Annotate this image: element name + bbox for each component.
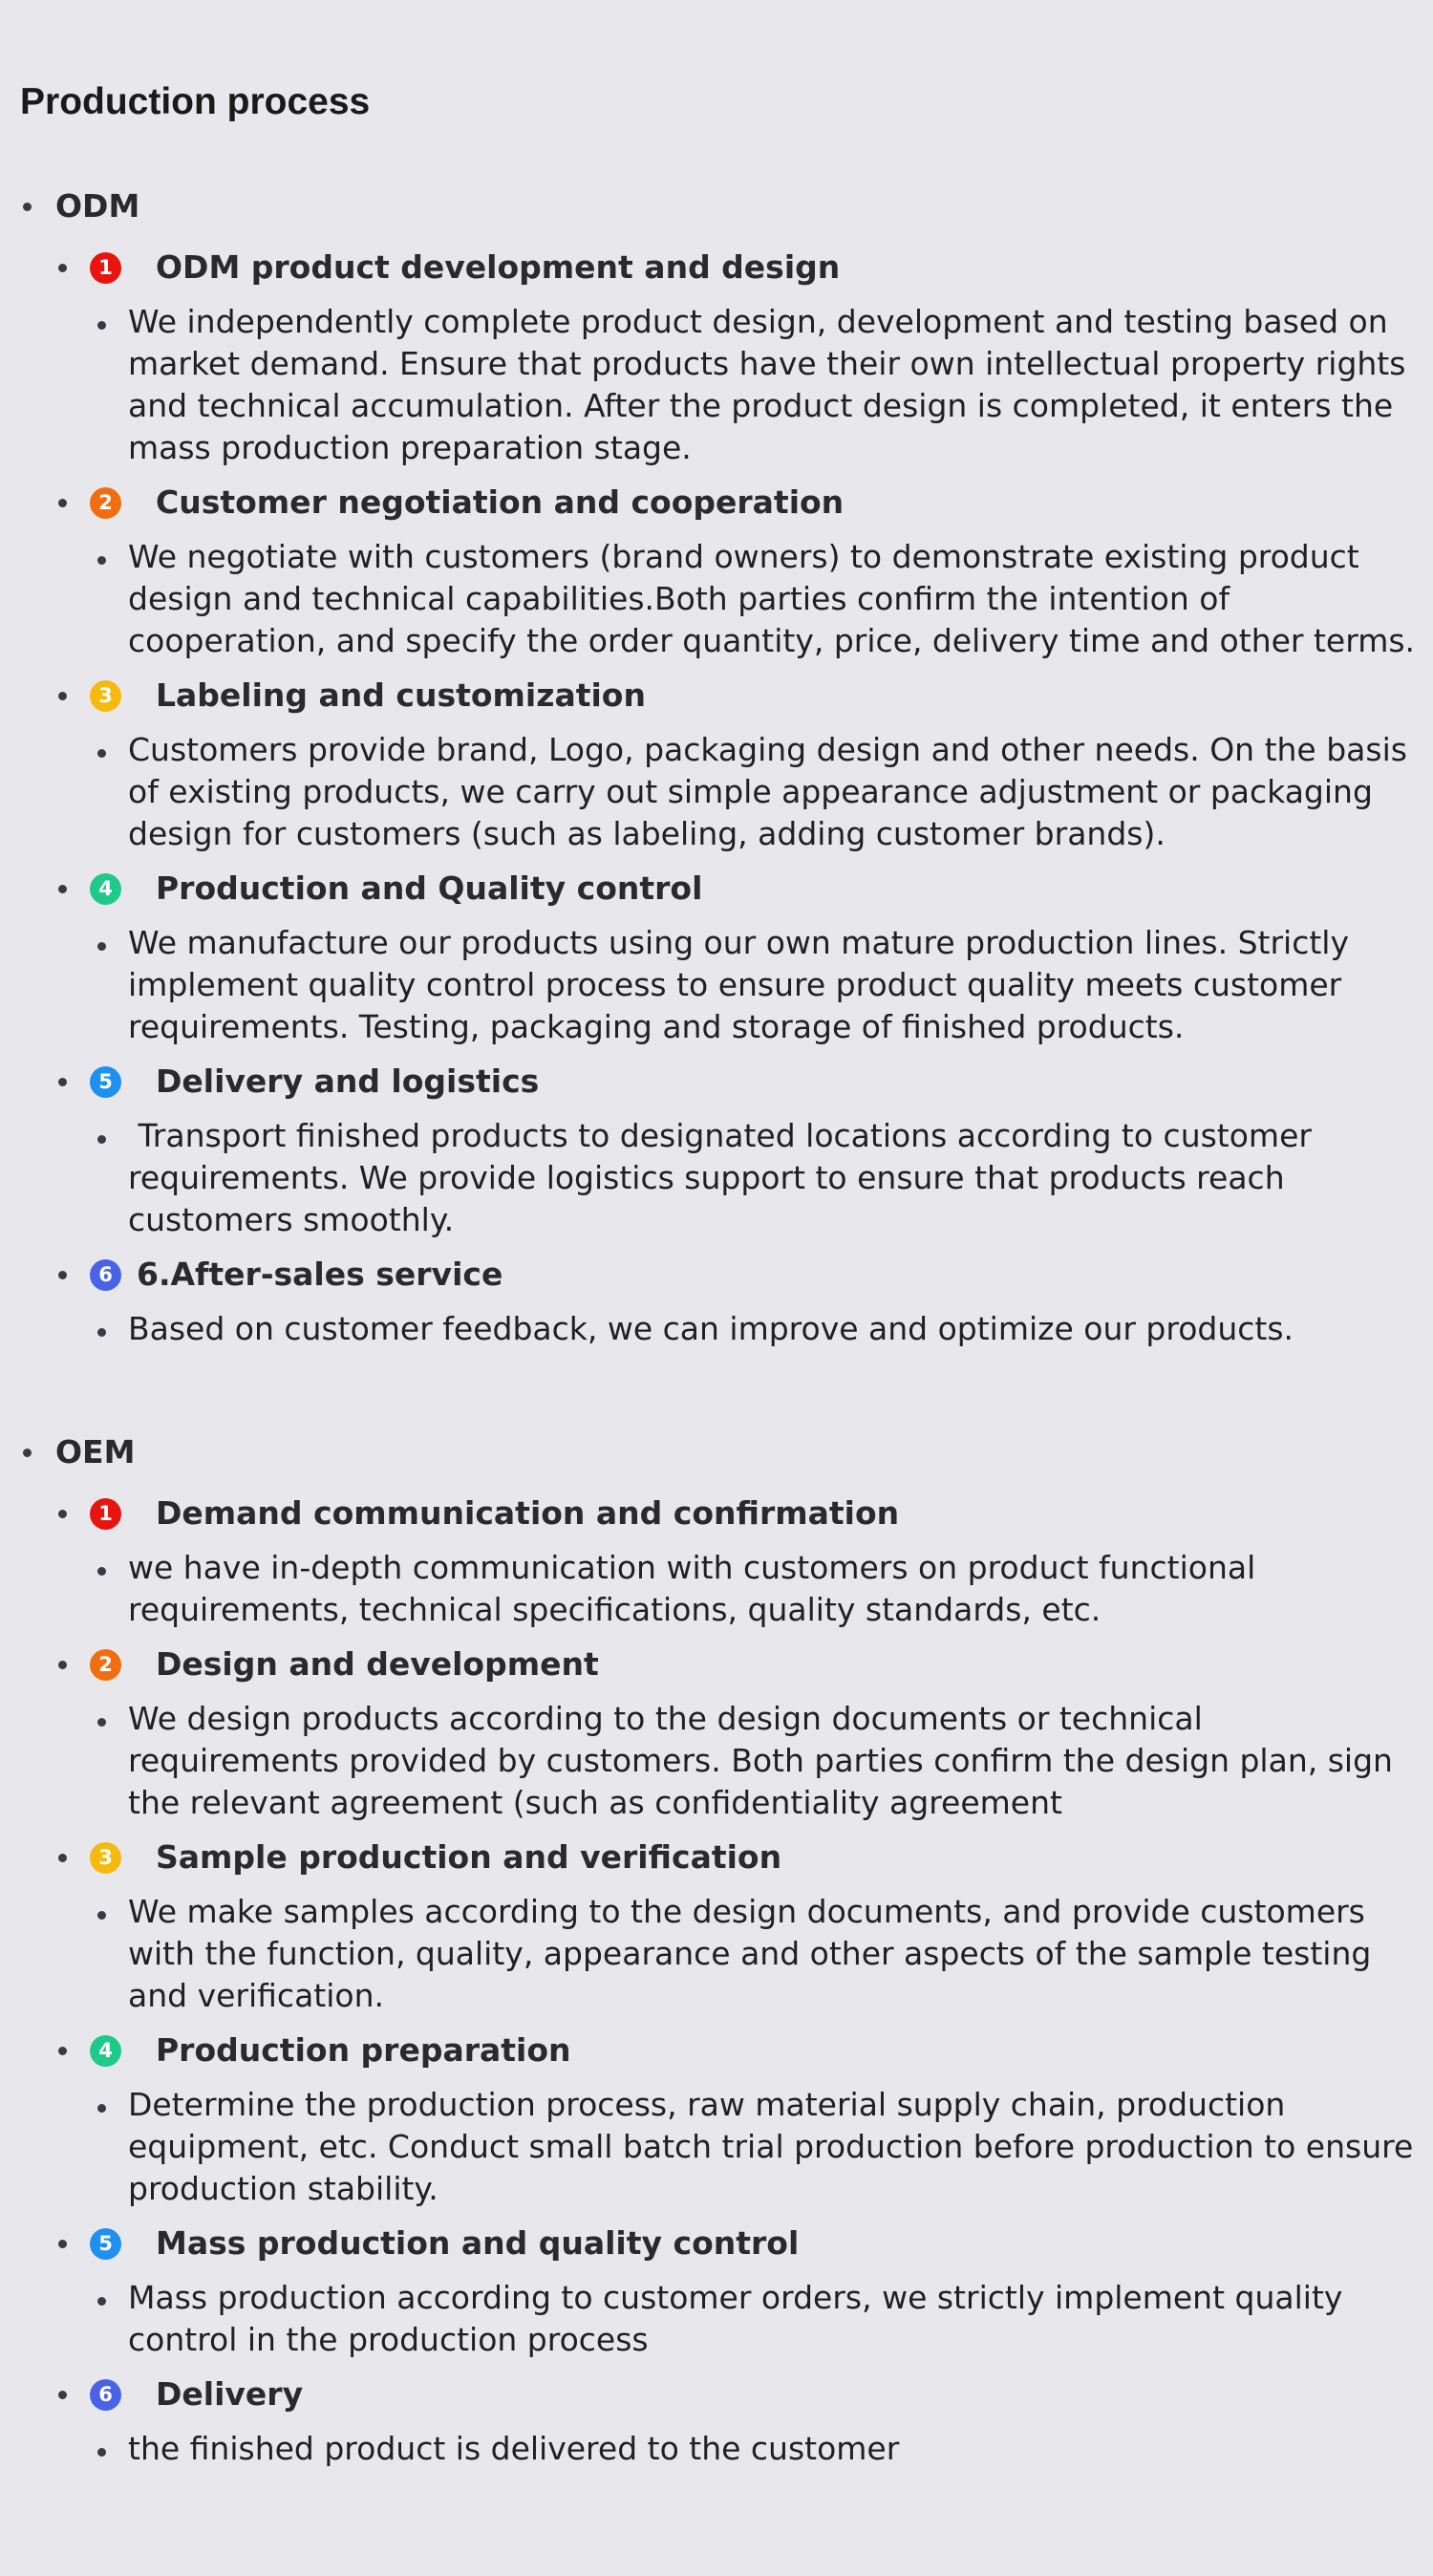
step-title: Customer negotiation and cooperation — [156, 483, 845, 521]
step-title: 6.After-sales service — [137, 1256, 503, 1293]
step-item — [0, 1634, 1433, 1827]
step-text: we have in-depth communication with customers on product functional requirements, technical specifications, quality standards, etc. — [128, 1549, 1256, 1628]
bullet-icon — [23, 203, 32, 211]
step-title: Demand communication and confirmation — [156, 1494, 900, 1532]
step-header — [0, 2020, 1433, 2081]
step-item — [0, 1244, 1433, 1353]
number-2-icon: 2 — [90, 1649, 121, 1681]
bullet-icon — [58, 885, 67, 893]
step-description — [0, 1112, 1433, 1244]
step-title: Delivery — [156, 2375, 304, 2413]
step-description — [0, 726, 1433, 858]
step-text: Transport finished products to designated locations according to customer requirements. We provide logistics support to ensure that products reach customers smoothly. — [128, 1117, 1322, 1238]
step-text: We make samples according to the design documents, and provide customers with the function, quality, appearance and other aspects of the sample testing and verification. — [128, 1893, 1372, 2014]
step-header — [0, 1483, 1433, 1544]
step-item — [0, 1483, 1433, 1634]
step-header — [0, 1634, 1433, 1695]
bullet-icon — [58, 1078, 67, 1086]
section-header — [0, 176, 1433, 237]
step-item — [0, 472, 1433, 665]
number-1-icon: 1 — [90, 1498, 121, 1530]
bullet-icon — [97, 2448, 106, 2457]
bullet-icon — [58, 2240, 67, 2248]
bullet-icon — [58, 1854, 67, 1862]
step-item — [0, 2020, 1433, 2213]
step-text: Customers provide brand, Logo, packaging design and other needs. On the basis of existing products, we carry out simple appearance adjustment or packaging design for customers (such as labeling, adding customer brands). — [128, 731, 1407, 852]
bullet-icon — [58, 692, 67, 700]
step-description — [0, 533, 1433, 665]
step-text: We negotiate with customers (brand owners) to demonstrate existing product design and technical capabilities.Both parties confirm the intention of cooperation, and specify the order quantity, price, delivery time and other terms. — [128, 538, 1416, 659]
bullet-icon — [97, 749, 106, 758]
step-item — [0, 1051, 1433, 1244]
step-header — [0, 2364, 1433, 2425]
number-6-icon: 6 — [90, 1259, 121, 1291]
section-label: OEM — [55, 1433, 136, 1470]
section-label: ODM — [55, 187, 140, 225]
number-4-icon: 4 — [90, 873, 121, 905]
step-item — [0, 237, 1433, 472]
step-text: Mass production according to customer orders, we strictly implement quality control in the production process — [128, 2279, 1343, 2358]
step-description — [0, 298, 1433, 472]
step-description — [0, 2425, 1433, 2473]
bullet-icon — [97, 2104, 106, 2113]
number-4-icon: 4 — [90, 2035, 121, 2067]
step-title: ODM product development and design — [156, 248, 841, 286]
step-title: Production preparation — [156, 2031, 571, 2069]
bullet-icon — [58, 1510, 67, 1518]
step-description — [0, 1695, 1433, 1827]
number-5-icon: 5 — [90, 1066, 121, 1098]
bullet-icon — [58, 1271, 67, 1279]
bullet-icon — [58, 264, 67, 272]
bullet-icon — [97, 1135, 106, 1144]
bullet-icon — [97, 942, 106, 951]
number-5-icon: 5 — [90, 2228, 121, 2260]
bullet-icon — [97, 1718, 106, 1727]
section-oem — [0, 1422, 1433, 2473]
step-title: Labeling and customization — [156, 676, 646, 714]
step-title: Mass production and quality control — [156, 2224, 800, 2262]
step-header — [0, 665, 1433, 726]
step-description — [0, 1888, 1433, 2020]
bullet-icon — [97, 321, 106, 330]
number-2-icon: 2 — [90, 487, 121, 519]
page-title: Production process — [20, 81, 371, 122]
bullet-icon — [58, 2391, 67, 2399]
step-title: Sample production and verification — [156, 1838, 782, 1876]
step-header — [0, 237, 1433, 298]
section-odm — [0, 176, 1433, 1353]
step-header — [0, 858, 1433, 919]
step-description — [0, 1544, 1433, 1634]
bullet-icon — [97, 556, 106, 565]
bullet-icon — [97, 1567, 106, 1576]
bullet-icon — [97, 1911, 106, 1920]
step-header — [0, 1244, 1433, 1305]
number-1-icon: 1 — [90, 252, 121, 284]
step-text: We independently complete product design, development and testing based on market demand. Ensure that products have their own intellectual property rights and technical accumulation. After the product design is completed, it enters the mass production preparation stage. — [128, 303, 1406, 466]
step-item — [0, 2364, 1433, 2473]
step-header — [0, 2213, 1433, 2274]
bullet-icon — [97, 2297, 106, 2306]
number-3-icon: 3 — [90, 1842, 121, 1874]
step-item — [0, 665, 1433, 858]
bullet-icon — [58, 1661, 67, 1669]
step-header — [0, 472, 1433, 533]
step-title: Design and development — [156, 1645, 599, 1683]
step-title: Production and Quality control — [156, 869, 703, 907]
step-description — [0, 919, 1433, 1051]
step-header — [0, 1051, 1433, 1112]
step-text: We manufacture our products using our own mature production lines. Strictly implement quality control process to ensure product quality meets customer requirements. Testing, packaging and storage of finished products. — [128, 924, 1349, 1045]
number-3-icon: 3 — [90, 680, 121, 712]
section-header — [0, 1422, 1433, 1483]
number-6-icon: 6 — [90, 2379, 121, 2411]
step-item — [0, 1827, 1433, 2020]
bullet-icon — [97, 1328, 106, 1337]
bullet-icon — [58, 499, 67, 507]
step-description — [0, 2274, 1433, 2364]
step-text: Based on customer feedback, we can improve and optimize our products. — [128, 1310, 1294, 1347]
step-header — [0, 1827, 1433, 1888]
step-description — [0, 2081, 1433, 2213]
step-text: We design products according to the design documents or technical requirements provided by customers. Both parties confirm the design plan, sign the relevant agreement (such as confidentiality agreement — [128, 1700, 1393, 1821]
step-description — [0, 1305, 1433, 1353]
bullet-icon — [23, 1449, 32, 1457]
step-text: Determine the production process, raw material supply chain, production equipment, etc. Conduct small batch trial production before production to ensure production stability. — [128, 2086, 1414, 2207]
bullet-icon — [58, 2047, 67, 2055]
step-item — [0, 858, 1433, 1051]
step-text: the finished product is delivered to the customer — [128, 2430, 900, 2467]
step-item — [0, 2213, 1433, 2364]
step-title: Delivery and logistics — [156, 1063, 540, 1100]
